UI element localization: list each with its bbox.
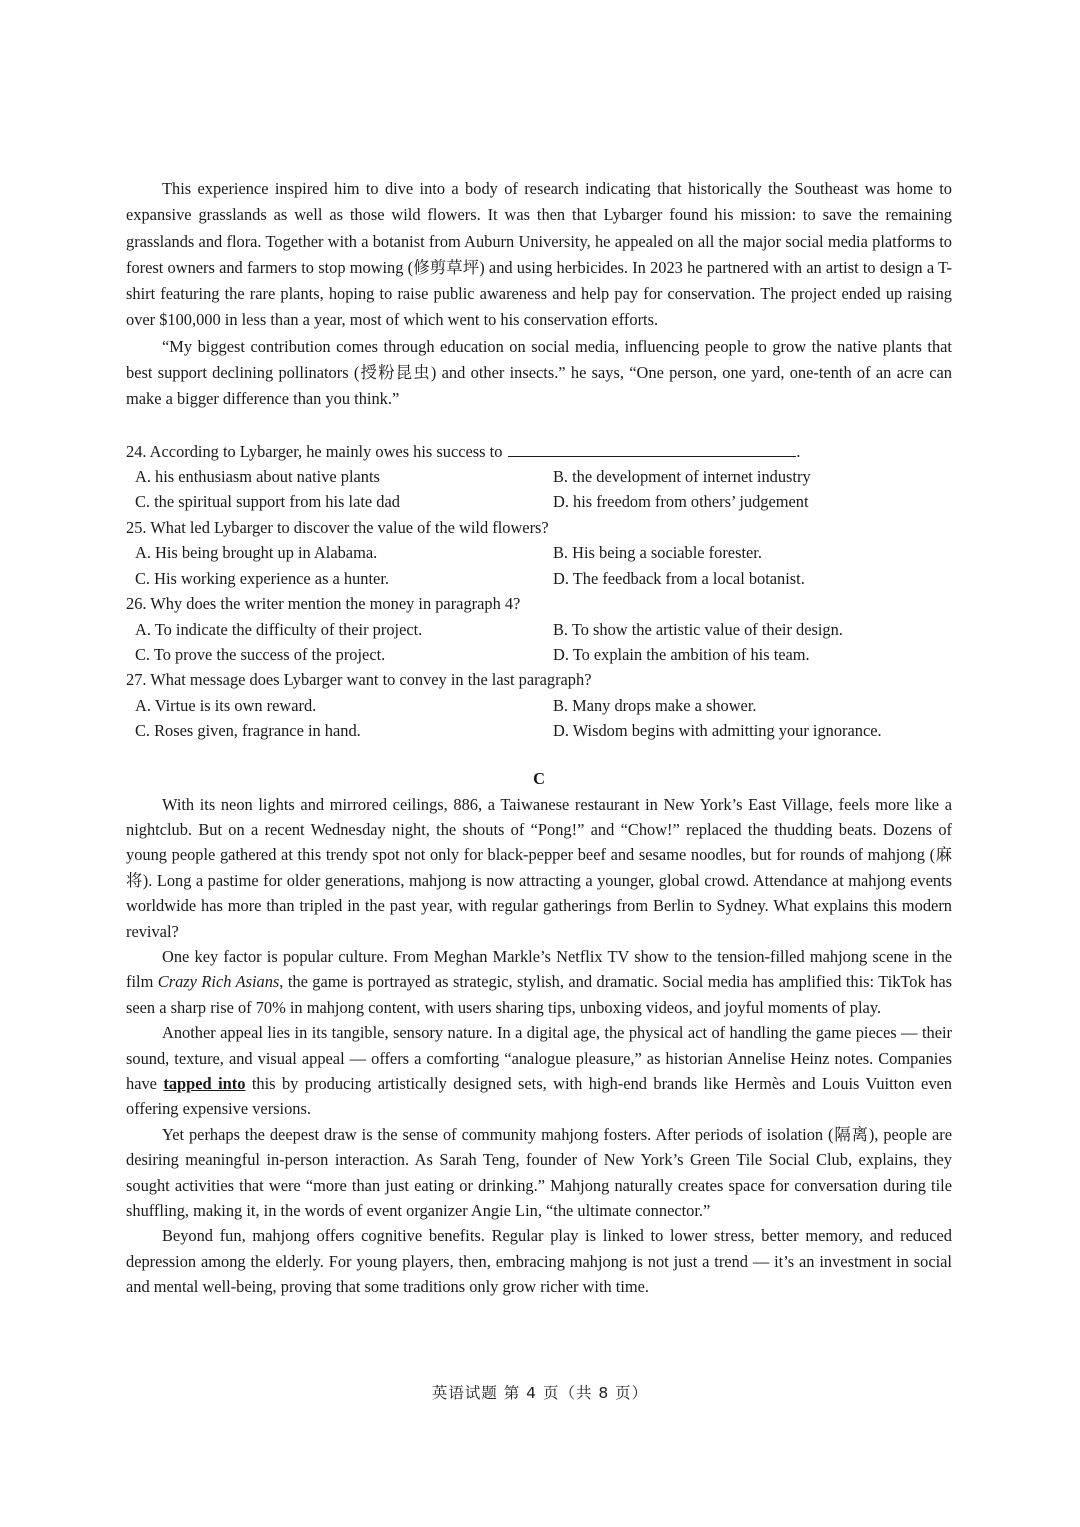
option-a: A. His being brought up in Alabama. [135,543,378,563]
option-a: A. Virtue is its own reward. [135,695,317,715]
page-footer: 英语试题 第 4 页（共 8 页） [431,1384,649,1402]
option-c: C. His working experience as a hunter. [135,568,389,588]
paragraph-c5: Beyond fun, mahjong offers cognitive benefits. Regular play is linked to lower stress, better memory, and reduced depression among the elderly. For young players, then, embracing mahjong is not just a trend — it’s an investment in social and mental well-being, proving that some traditions only grow richer with time. [126,1226,952,1297]
option-b: B. the development of internet industry [553,467,811,487]
option-d: D. his freedom from others’ judgement [553,492,809,512]
paragraph-c3: Another appeal lies in its tangible, sensory nature. In a digital age, the physical act of handling the game pieces — their sound, texture, and visual appeal — offers a comforting “analogue pleasure,” as historian Annelise Heinz notes. Companies have tapped into this by producing artistically designed sets, with high-end brands like Hermès and Louis Vuitton even offering expensive versions. [126,1023,952,1119]
option-b: B. Many drops make a shower. [553,695,757,715]
question-stem: 26. Why does the writer mention the money in paragraph 4? [126,594,521,614]
question-stem: 27. What message does Lybarger want to convey in the last paragraph? [126,670,592,690]
question-24 [126,439,952,515]
answer-blank [508,441,796,457]
option-d: D. The feedback from a local botanist. [553,568,805,588]
paragraph-c2: One key factor is popular culture. From Meghan Markle’s Netflix TV show to the tension-filled mahjong scene in the film Crazy Rich Asians, the game is portrayed as strategic, stylish, and dramatic. Social media has amplified this: TikTok has seen a sharp rise of 70% in mahjong content, with users sharing tips, unboxing videos, and joyful moments of play. [126,946,952,1017]
question-26 [126,591,952,667]
question-stem: 24. According to Lybarger, he mainly owes his success to [126,441,503,461]
section-heading-c: C [533,768,545,788]
question-stem: 25. What led Lybarger to discover the value of the wild flowers? [126,517,549,537]
key-phrase: tapped into [163,1074,246,1094]
option-b: B. His being a sociable forester. [553,543,762,563]
paragraph-c4: Yet perhaps the deepest draw is the sense of community mahjong fosters. After periods of isolation (隔离), people are desiring meaningful in-person interaction. As Sarah Teng, founder of New York’s Green Tile Social Club, explains, they sought activities that were “more than just eating or drinking.” Mahjong naturally creates space for conversation during tile shuffling, making it, in the words of event organizer Angie Lin, “the ultimate connector.” [126,1124,952,1221]
option-c: C. the spiritual support from his late dad [135,492,400,512]
question-25 [126,515,952,591]
paragraph-quote: “My biggest contribution comes through education on social media, influencing people to grow the native plants that best support declining pollinators (授粉昆虫) and other insects.” he says, “One person, one yard, one-tenth of an acre can make a bigger difference than you think.” [126,336,952,409]
film-title: Crazy Rich Asians [157,972,280,992]
blank-end: . [796,441,801,461]
question-27 [126,667,952,743]
option-a: A. his enthusiasm about native plants [135,467,380,487]
option-c: C. Roses given, fragrance in hand. [135,721,361,741]
option-c: C. To prove the success of the project. [135,644,386,664]
page-content [126,176,952,1300]
option-a: A. To indicate the difficulty of their project. [135,619,423,639]
paragraph-research: This experience inspired him to dive into a body of research indicating that historically the Southeast was home to expansive grasslands as well as those wild flowers. It was then that Lybarger found his mission: to save the remaining grasslands and flora. Together with a botanist from Auburn University, he appealed on all the major social media platforms to forest owners and farmers to stop mowing (修剪草坪) and using herbicides. In 2023 he partnered with an artist to design a T-shirt featuring the rare plants, hoping to raise public awareness and help pay for conservation. The project ended up raising over $100,000 in less than a year, most of which went to his conservation efforts. [126,179,952,330]
option-b: B. To show the artistic value of their design. [553,619,843,639]
option-d: D. To explain the ambition of his team. [553,644,810,664]
option-d: D. Wisdom begins with admitting your ignorance. [553,721,882,741]
paragraph-c1: With its neon lights and mirrored ceilings, 886, a Taiwanese restaurant in New York’s East Village, feels more like a nightclub. But on a recent Wednesday night, the shouts of “Pong!” and “Chow!” replaced the thudding beats. Dozens of young people gathered at this trendy spot not only for black-pepper beef and sesame noodles, but for rounds of mahjong (麻将). Long a pastime for older generations, mahjong is now attracting a younger, global crowd. Attendance at mahjong events worldwide has more than tripled in the past year, with regular gatherings from Berlin to Sydney. What explains this modern revival? [126,794,952,941]
